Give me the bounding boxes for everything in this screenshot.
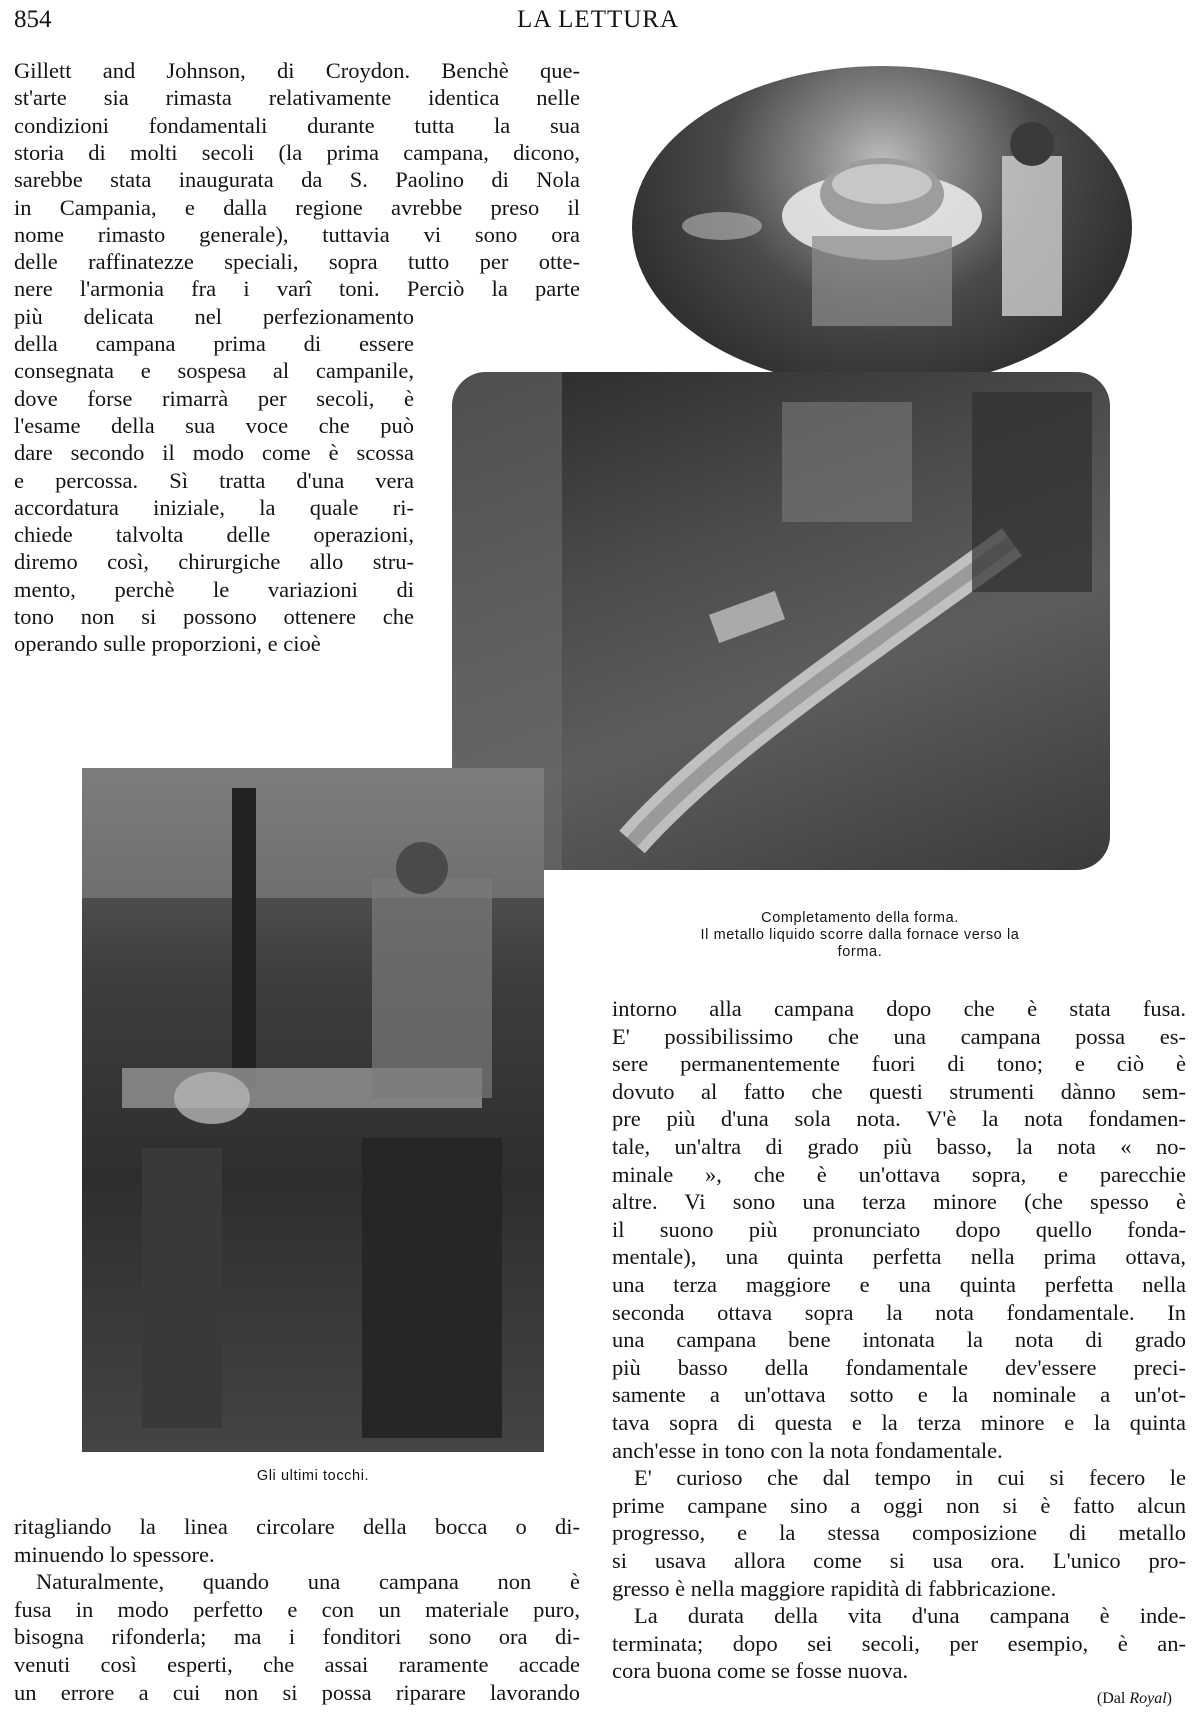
text-line: progresso, e la stessa composizione di metallo [612, 1520, 1186, 1546]
text-line: accordatura iniziale, la quale ri- [14, 494, 414, 520]
text-line: un errore a cui non si possa riparare lavorando [14, 1679, 580, 1705]
photo-last-touches [82, 768, 544, 1452]
text-line: in Campania, e dalla regione avrebbe preso il [14, 194, 580, 220]
text-line: Gillett and Johnson, di Croydon. Benchè que- [14, 58, 580, 83]
text-line: cora buona come se fosse nuova. [612, 1658, 909, 1684]
text-line: E' curioso che dal tempo in cui si fecero le [634, 1465, 1186, 1491]
text-line: dovuto al fatto che questi strumenti dànno sem- [612, 1078, 1186, 1104]
trough-photo-art [452, 372, 1110, 870]
text-line: consegnata e sospesa al campanile, [14, 358, 414, 384]
text-line: sere permanentemente fuori di tono; e ciò è [612, 1051, 1186, 1077]
text-line: ritagliando la linea circolare della bocca o di- [14, 1514, 580, 1539]
text-line: prime campane sino a oggi non si è fatto alcun [612, 1492, 1186, 1518]
text-line: nome rimasto generale), tuttavia vi sono ora [14, 221, 580, 247]
caption-forma-line3: forma. [837, 944, 883, 960]
text-line: La durata della vita d'una campana è inde- [634, 1603, 1186, 1629]
source-signature [1097, 1690, 1172, 1708]
text-line: intorno alla campana dopo che è stata fusa. [612, 996, 1186, 1021]
text-line: più basso della fondamentale dev'essere preci- [612, 1354, 1186, 1380]
caption-forma [600, 910, 1120, 961]
text-line: minuendo lo spessore. [14, 1541, 215, 1567]
text-line: tale, un'altra di grado più basso, la nota « no- [612, 1134, 1186, 1159]
page-number: 854 [14, 6, 52, 33]
text-line: bisogna rifonderla; ma i fonditori sono ora di- [14, 1624, 580, 1650]
caption-forma-line2: Il metallo liquido scorre dalla fornace verso la [700, 927, 1020, 943]
text-line: mento, perchè le variazioni di [14, 576, 414, 602]
text-line: altre. Vi sono una terza minore (che spesso è [612, 1189, 1186, 1215]
running-title: LA LETTURA [516, 6, 680, 33]
text-line: storia di molti secoli (la prima campana, dicono, [14, 139, 580, 165]
text-line: terminata; dopo sei secoli, per esempio, è an- [612, 1630, 1186, 1656]
text-line: una terza maggiore e una quinta perfetta nella [612, 1272, 1186, 1297]
text-line: il suono più pronunciato dopo quello fonda- [612, 1216, 1186, 1242]
photo-oval-mold [632, 66, 1132, 388]
text-line: chiede talvolta delle operazioni, [14, 522, 414, 548]
text-line: tava sopra di questa e la terza minore e la quinta [612, 1410, 1186, 1435]
text-line: minale », che è un'ottava sopra, e parecchie [612, 1161, 1186, 1187]
text-line: diremo così, chirurgiche allo stru- [14, 549, 414, 575]
text-line: e percossa. Sì tratta d'una vera [14, 467, 414, 493]
text-line: samente a un'ottava sotto e la nominale a un'ot- [612, 1382, 1186, 1408]
oval-photo-art [632, 66, 1132, 388]
text-line: l'esame della sua voce che può [14, 412, 414, 438]
text-line: pre più d'una sola nota. V'è la nota fondamen- [612, 1106, 1186, 1132]
photo-metal-trough [452, 372, 1110, 870]
text-line: gresso è nella maggiore rapidità di fabbricazione. [612, 1575, 1057, 1601]
text-line: dare secondo il modo come è scossa [14, 440, 414, 466]
text-line: più delicata nel perfezionamento [14, 303, 414, 329]
text-line: fusa in modo perfetto e con un materiale puro, [14, 1596, 580, 1622]
text-line: nere l'armonia fra i varî toni. Perciò la parte [14, 276, 580, 302]
signature-suffix: ) [1166, 1690, 1172, 1707]
text-line: Naturalmente, quando una campana non è [36, 1569, 580, 1595]
signature-prefix: (Dal [1096, 1690, 1130, 1707]
text-line: st'arte sia rimasta relativamente identica nelle [14, 85, 580, 111]
text-line: E' possibilissimo che una campana possa es- [612, 1023, 1186, 1049]
text-line: anch'esse in tono con la nota fondamentale. [612, 1437, 1003, 1463]
text-line: dove forse rimarrà per secoli, è [14, 385, 414, 411]
signature-source: Royal [1129, 1690, 1167, 1707]
text-line: mentale), una quinta perfetta nella prima ottava, [612, 1244, 1186, 1270]
text-line: tono non si possono ottenere che [14, 604, 414, 629]
text-line: delle raffinatezze speciali, sopra tutto per otte- [14, 249, 580, 275]
workshop-photo-art [82, 768, 544, 1452]
text-line: seconda ottava sopra la nota fondamentale. In [612, 1299, 1186, 1325]
text-line: sarebbe stata inaugurata da S. Paolino di Nola [14, 167, 580, 193]
text-line: venuti così esperti, che assai raramente accade [14, 1652, 580, 1677]
text-line: operando sulle proporzioni, e cioè [14, 631, 321, 657]
text-line: si usava allora come si usa ora. L'unico pro- [612, 1548, 1186, 1573]
caption-forma-line1: Completamento della forma. [761, 910, 959, 926]
caption-tocchi: Gli ultimi tocchi. [256, 1468, 370, 1484]
text-line: della campana prima di essere [14, 331, 414, 356]
text-line: condizioni fondamentali durante tutta la sua [14, 112, 580, 138]
text-line: una campana bene intonata la nota di grado [612, 1327, 1186, 1353]
